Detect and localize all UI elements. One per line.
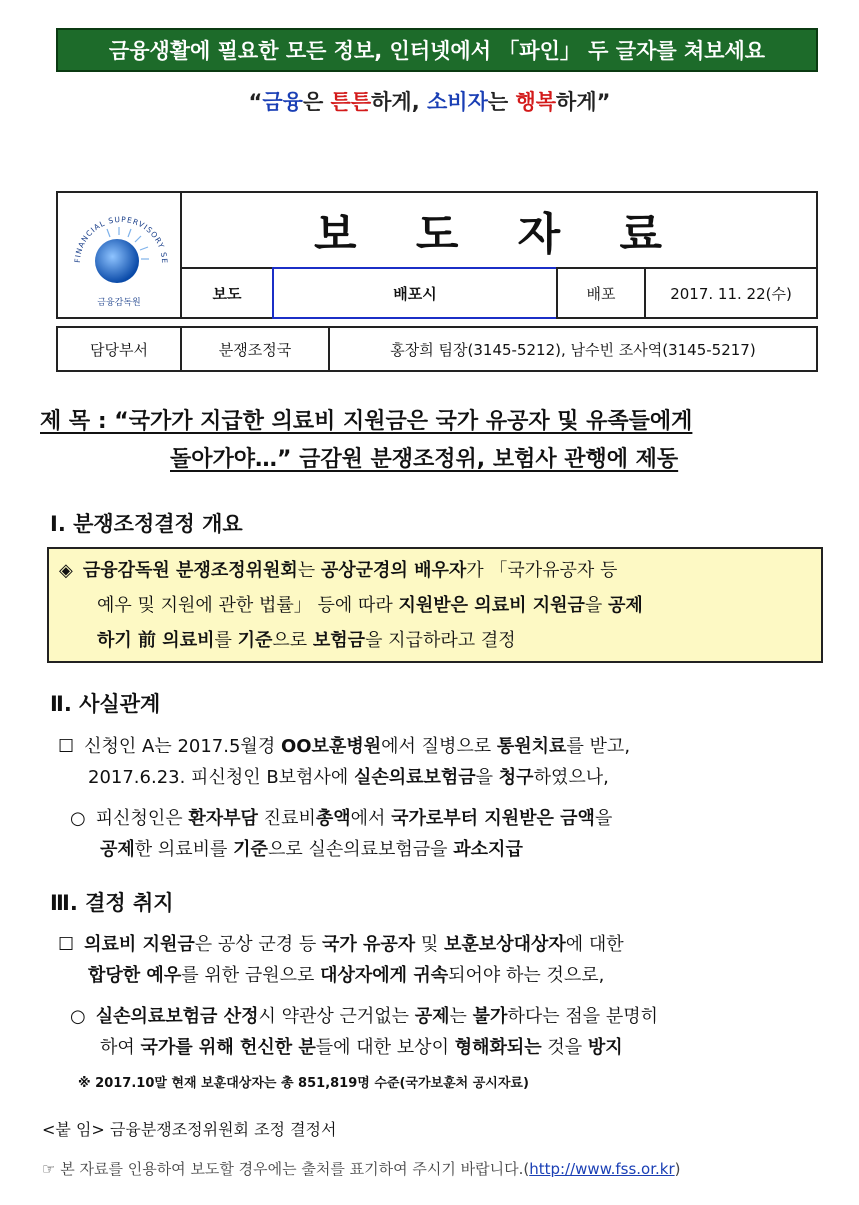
dept-label: 담당부서 (56, 326, 182, 372)
text: 을 (584, 595, 609, 616)
text-bold: 실손의료보험금 산정 (95, 1006, 259, 1027)
facts-line-4 (100, 834, 523, 866)
text-bold: 공제 (100, 839, 135, 860)
text-bold: 의료비 지원금 (84, 934, 195, 955)
text: 을 지급하라고 결정 (365, 630, 516, 651)
logo-caption: 금융감독원 (97, 298, 141, 308)
fss-logo (56, 191, 182, 319)
text: 것을 (541, 1037, 588, 1058)
subject-line-1: 제 목 : “국가가 지급한 의료비 지원금은 국가 유공자 및 유족들에게 (40, 409, 693, 434)
text-bold: 총액 (315, 808, 351, 829)
text: 및 (415, 934, 445, 955)
slogan-word-consumer: 소비자 (427, 90, 488, 114)
text: 진료비 (257, 808, 316, 829)
text: 을 (475, 767, 499, 788)
text-bold: 합당한 예우 (88, 965, 182, 986)
fss-logo-icon (58, 193, 180, 317)
text: 한 의료비를 (134, 839, 234, 860)
text: 으로 (272, 630, 313, 651)
text-bold: 통원치료 (496, 736, 567, 757)
slogan-word-happy: 행복 (515, 90, 557, 114)
text: 를 받고, (566, 736, 631, 757)
text: 가 「국가유공자 등 (466, 560, 618, 581)
text-bold: 국가로부터 지원받은 금액 (391, 808, 595, 829)
slogan-word-strong: 튼튼 (330, 90, 372, 114)
slogan-part: 은 (302, 90, 331, 114)
footer-close: ) (674, 1160, 681, 1178)
summary-line-2 (97, 590, 643, 622)
decision-line-4 (100, 1032, 623, 1064)
circle-bullet-icon: ○ (70, 1006, 86, 1027)
text: 에 대한 (565, 934, 624, 955)
text-bold: 공제 (608, 595, 643, 616)
text-bold: 환자부담 (188, 808, 258, 829)
text: 하였으나, (533, 767, 609, 788)
summary-box (47, 547, 823, 663)
release-date: 2017. 11. 22(수) (644, 267, 818, 319)
slogan (0, 86, 859, 116)
text-bold: 대상자에게 귀속 (320, 965, 449, 986)
checkbox-bullet-icon: ☐ (58, 934, 75, 955)
citation-footer (42, 1158, 680, 1179)
section-heading-facts: Ⅱ. 사실관계 (50, 692, 161, 716)
text: 신청인 A는 2017.5월경 (84, 736, 281, 757)
text-bold: 보험금 (312, 630, 366, 651)
text: 피신청인은 (95, 808, 189, 829)
text: 하여 (100, 1037, 141, 1058)
dept-name: 분쟁조정국 (180, 326, 330, 372)
text: 시 약관상 근거없는 (258, 1006, 415, 1027)
text: 은 공상 군경 등 (194, 934, 322, 955)
text-bold: 방지 (587, 1037, 623, 1058)
text-bold: 국가 유공자 (321, 934, 416, 955)
text-bold: 지원받은 의료비 지원금 (398, 595, 585, 616)
text-bold: 보훈보상대상자 (444, 934, 566, 955)
text-bold: 실손의료보험금 (353, 767, 476, 788)
text: 하다는 점을 분명히 (507, 1006, 658, 1027)
checkbox-bullet-icon: ☐ (58, 736, 75, 757)
text: 되어야 하는 것으로, (448, 965, 605, 986)
section-heading-overview: Ⅰ. 분쟁조정결정 개요 (50, 512, 243, 536)
text-bold: 불가 (472, 1006, 508, 1027)
fss-website-link[interactable]: http://www.fss.or.kr (529, 1160, 675, 1178)
text: 를 위한 금원으로 (181, 965, 321, 986)
text: 들에 대한 보상이 (315, 1037, 455, 1058)
text: 예우 및 지원에 관한 법률」 등에 따라 (97, 595, 399, 616)
text: 는 (297, 560, 321, 581)
text: 으로 실손의료보험금을 (267, 839, 454, 860)
facts-line-2 (88, 762, 609, 794)
facts-line-3 (70, 803, 612, 835)
facts-line-1 (58, 731, 630, 763)
text-bold: 공상군경의 배우자 (320, 560, 467, 581)
attachment-line: <붙 임> 금융분쟁조정위원회 조정 결정서 (42, 1120, 337, 1139)
summary-line-3 (97, 625, 516, 657)
text-bold: 청구 (498, 767, 534, 788)
text-bold: 금융감독원 분쟁조정위원회 (82, 560, 298, 581)
section-heading-decision: Ⅲ. 결정 취지 (50, 891, 174, 915)
text-bold: OO보훈병원 (280, 736, 382, 757)
slogan-quote-close: ” (596, 90, 611, 114)
release-label: 배포 (556, 267, 646, 319)
slogan-quote-open: “ (248, 90, 263, 114)
release-time: 배포시 (272, 267, 558, 319)
text-bold: 하기 前 의료비 (97, 630, 215, 651)
diamond-bullet-icon: ◈ (59, 560, 73, 581)
text-bold: 과소지급 (453, 839, 523, 860)
text-bold: 국가를 위해 헌신한 분 (140, 1037, 316, 1058)
text-bold: 공제 (414, 1006, 450, 1027)
info-banner: 금융생활에 필요한 모든 정보, 인터넷에서 「파인」 두 글자를 쳐보세요 (56, 28, 818, 72)
footnote: ※ 2017.10말 현재 보훈대상자는 총 851,819명 수준(국가보훈처 공시자료) (78, 1076, 529, 1091)
summary-line-1 (59, 555, 617, 587)
circle-bullet-icon: ○ (70, 808, 86, 829)
text: 을 (594, 808, 613, 829)
text-bold: 기준 (233, 839, 268, 860)
contact-info: 홍장희 팀장(3145-5212), 남수빈 조사역(3145-5217) (328, 326, 818, 372)
slogan-part: 하게 (556, 90, 597, 114)
footer-text: ☞ 본 자료를 인용하여 보도할 경우에는 출처를 표기하여 주시기 바랍니다.( (42, 1160, 530, 1178)
slogan-word-finance: 금융 (262, 90, 303, 114)
decision-line-3 (70, 1001, 658, 1033)
text: 2017.6.23. 피신청인 B보험사에 (88, 767, 354, 788)
decision-line-2 (88, 960, 604, 992)
text-bold: 기준 (237, 630, 273, 651)
subject-line-2: 돌아가야…” 금감원 분쟁조정위, 보험사 관행에 제동 (170, 447, 679, 472)
slogan-part: 는 (487, 90, 516, 114)
text: 는 (449, 1006, 473, 1027)
text: 에서 질병으로 (381, 736, 497, 757)
text-bold: 형해화되는 (454, 1037, 542, 1058)
bodo-label: 보도 (180, 267, 274, 319)
logo-ring-text: FINANCIAL SUPERVISORY SE (72, 214, 170, 265)
slogan-part: 하게, (371, 90, 427, 114)
decision-line-1 (58, 929, 624, 961)
text: 를 (214, 630, 238, 651)
doc-title: 보 도 자 료 (180, 191, 818, 269)
text: 에서 (350, 808, 392, 829)
